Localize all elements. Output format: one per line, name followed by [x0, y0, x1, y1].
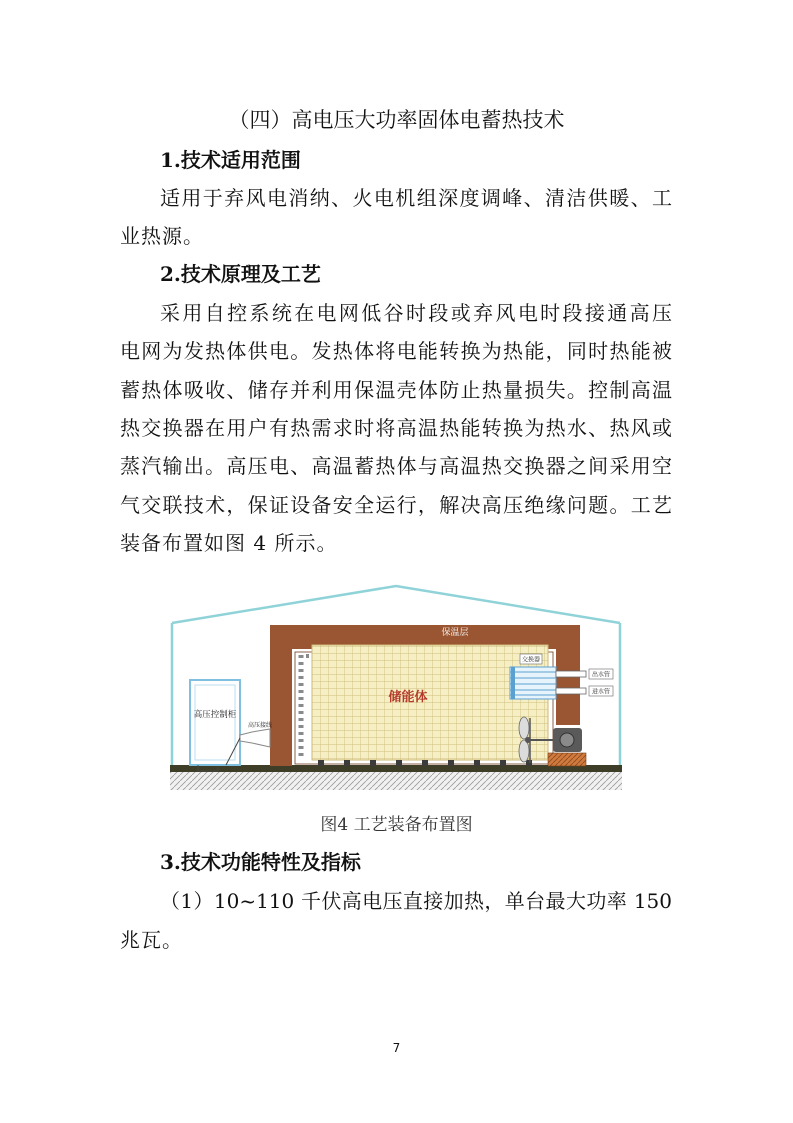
page-number: 7	[392, 1041, 401, 1055]
wiring-label: 高压接线	[248, 722, 273, 729]
outlet-pipe-label: 出水管	[591, 671, 611, 679]
section2-line: 热交换器在用户有热需求时将高温热能转换为热水、热风或	[120, 416, 672, 440]
section1-line: 适用于弃风电消纳、火电机组深度调峰、清洁供暖、工	[160, 186, 672, 210]
section2-line: 采用自控系统在电网低谷时段或弃风电时段接通高压	[160, 301, 672, 325]
section2-line: 装备布置如图 4 所示。	[120, 531, 338, 555]
control-cabinet	[190, 680, 240, 771]
section2-line: 电网为发热体供电。发热体将电能转换为热能，同时热能被	[120, 339, 672, 363]
section1-title: 1.技术适用范围	[160, 148, 301, 172]
section1-line: 业热源。	[120, 224, 204, 248]
storage-label: 储能体	[388, 690, 428, 705]
section-heading: （四）高电压大功率固体电蓄热技术	[228, 108, 565, 132]
section2-line: 蒸汽输出。高压电、高温蓄热体与高温热交换器之间采用空	[120, 454, 672, 478]
storage-body	[312, 645, 548, 760]
exchanger-label: 交换器	[521, 656, 541, 664]
equipment-layout-diagram	[168, 583, 624, 795]
section2-title: 2.技术原理及工艺	[160, 262, 321, 286]
insulation-label: 保温层	[441, 628, 469, 638]
section2-line: 气交联技术，保证设备安全运行，解决高压绝缘问题。工艺	[120, 493, 672, 517]
section3-line: （1）10~110 千伏高电压直接加热，单台最大功率 150	[160, 889, 672, 913]
motor	[548, 728, 586, 766]
section3-line: 兆瓦。	[120, 928, 183, 952]
inlet-pipe-label: 进水管	[591, 688, 611, 696]
section2-line: 蓄热体吸收、储存并利用保温壳体防止热量损失。控制高温	[120, 378, 672, 402]
cabinet-label: 高压控制柜	[193, 710, 237, 720]
ground	[170, 765, 622, 790]
figure-caption: 图4 工艺装备布置图	[320, 815, 473, 835]
section3-title: 3.技术功能特性及指标	[160, 850, 361, 874]
